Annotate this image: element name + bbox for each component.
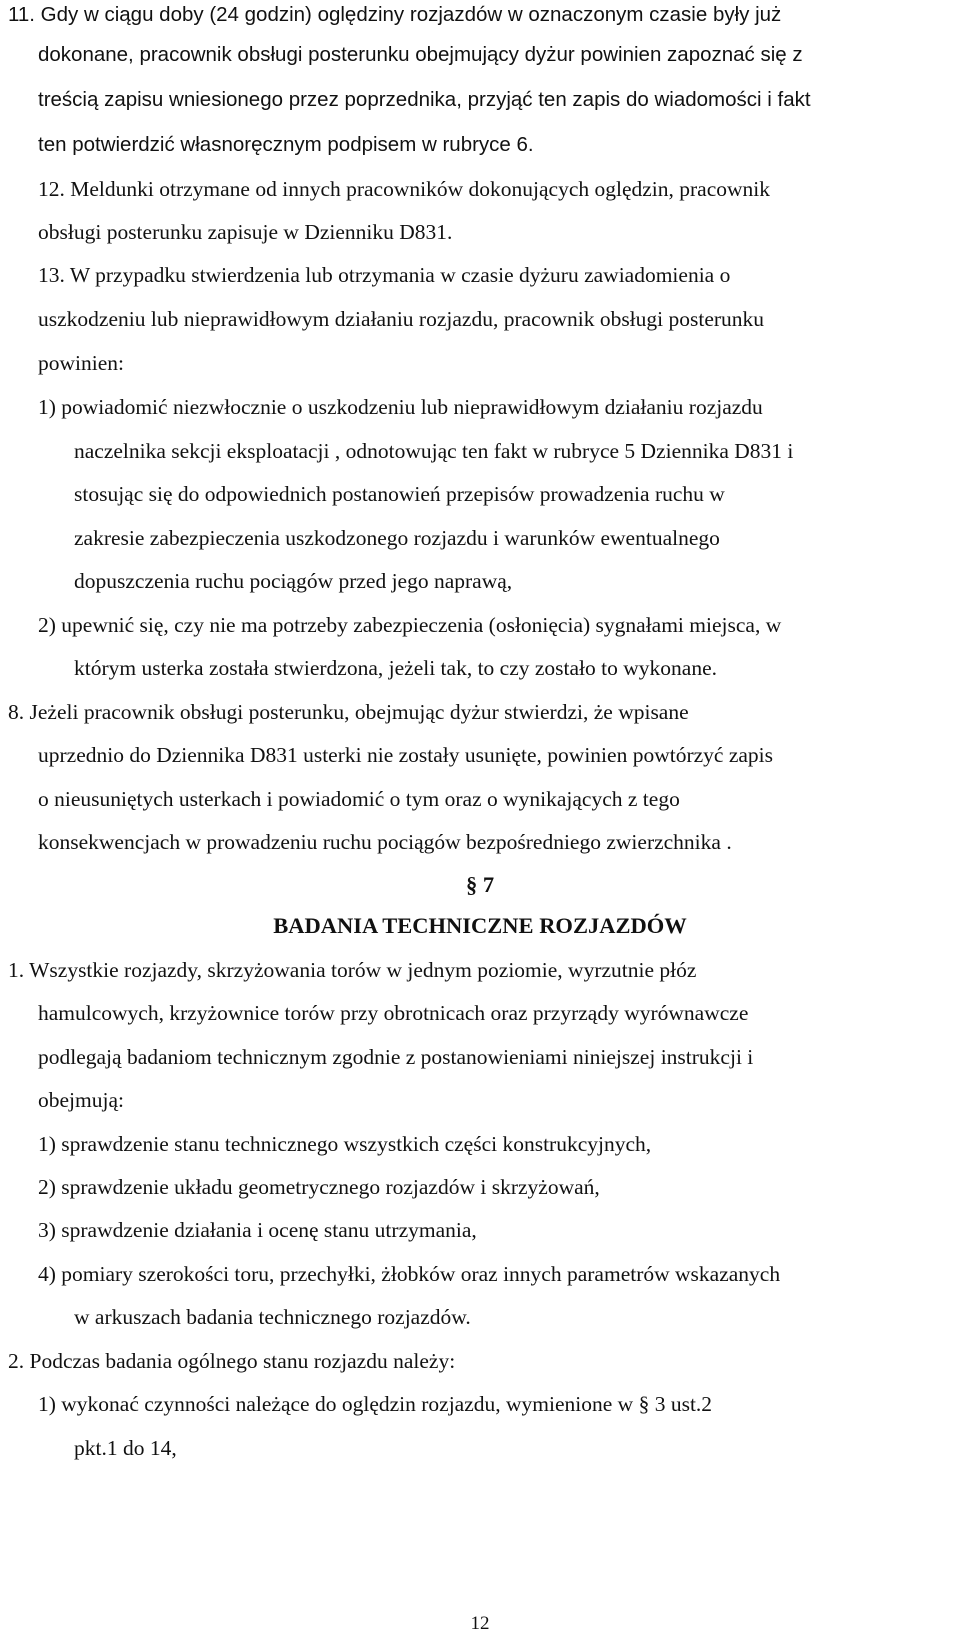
list-item-line: dopuszczenia ruchu pociągów przed jego naprawą,: [74, 569, 513, 593]
paragraph-8-line: uprzednio do Dziennika D831 usterki nie zostały usunięte, powinien powtórzyć zapis: [38, 743, 773, 767]
paragraph-13-line: powinien:: [38, 351, 124, 375]
page-number: 12: [470, 1613, 490, 1634]
section-paragraph-line: 1. Wszystkie rozjazdy, skrzyżowania torów w jednym poziomie, wyrzutnie płóz: [8, 958, 697, 982]
section-paragraph-line: podlegają badaniom technicznym zgodnie z postanowieniami niniejszej instrukcji i: [38, 1045, 754, 1069]
paragraph-11-line: dokonane, pracownik obsługi posterunku obejmujący dyżur powinien zapoznać się z: [38, 43, 803, 66]
section-number-value: 7: [482, 872, 495, 897]
list-item-line: 3) sprawdzenie działania i ocenę stanu utrzymania,: [38, 1218, 477, 1242]
section-symbol: §: [465, 872, 478, 897]
list-item-line: naczelnika sekcji eksploatacji , odnotowując ten fakt w rubryce 5 Dziennika D831 i: [74, 439, 794, 463]
paragraph-13-line: uszkodzeniu lub nieprawidłowym działaniu rozjazdu, pracownik obsługi posterunku: [38, 307, 765, 331]
list-item-line: w arkuszach badania technicznego rozjazdów.: [74, 1305, 471, 1329]
section-title: BADANIA TECHNICZNE ROZJAZDÓW: [273, 913, 687, 938]
list-item-line: 2) sprawdzenie układu geometrycznego rozjazdów i skrzyżowań,: [38, 1175, 600, 1199]
section-paragraph-line: hamulcowych, krzyżownice torów przy obrotnicach oraz przyrządy wyrównawcze: [38, 1001, 749, 1025]
paragraph-11-line: 11. Gdy w ciągu doby (24 godzin) oględziny rozjazdów w oznaczonym czasie były już: [8, 3, 782, 26]
paragraph-11-line: ten potwierdzić własnoręcznym podpisem w rubryce 6.: [38, 133, 534, 156]
paragraph-13-line: 13. W przypadku stwierdzenia lub otrzymania w czasie dyżuru zawiadomienia o: [38, 263, 731, 287]
list-item-line: 1) sprawdzenie stanu technicznego wszystkich części konstrukcyjnych,: [38, 1132, 652, 1156]
paragraph-8-line: konsekwencjach w prowadzeniu ruchu pociągów bezpośredniego zwierzchnika .: [38, 830, 732, 854]
paragraph-12-line: 12. Meldunki otrzymane od innych pracowników dokonujących oględzin, pracownik: [38, 177, 771, 201]
section-number: [0, 870, 960, 900]
paragraph-8-line: o nieusuniętych usterkach i powiadomić o tym oraz o wynikających z tego: [38, 787, 680, 811]
list-item-line: zakresie zabezpieczenia uszkodzonego rozjazdu i warunków ewentualnego: [74, 526, 720, 550]
list-item-line: 2) upewnić się, czy nie ma potrzeby zabezpieczenia (osłonięcia) sygnałami miejsca, w: [38, 613, 782, 637]
section-paragraph-line: obejmują:: [38, 1088, 124, 1112]
list-item-line: 1) powiadomić niezwłocznie o uszkodzeniu lub nieprawidłowym działaniu rozjazdu: [38, 395, 763, 419]
list-item-line: 4) pomiary szerokości toru, przechyłki, żłobków oraz innych parametrów wskazanych: [38, 1262, 781, 1286]
paragraph-8-line: 8. Jeżeli pracownik obsługi posterunku, obejmując dyżur stwierdzi, że wpisane: [8, 700, 689, 724]
list-item-line: pkt.1 do 14,: [74, 1436, 177, 1460]
section-paragraph-line: 2. Podczas badania ogólnego stanu rozjazdu należy:: [8, 1349, 456, 1373]
list-item-line: stosując się do odpowiednich postanowień przepisów prowadzenia ruchu w: [74, 482, 725, 506]
list-item-line: 1) wykonać czynności należące do oględzin rozjazdu, wymienione w § 3 ust.2: [38, 1392, 713, 1416]
list-item-line: którym usterka została stwierdzona, jeżeli tak, to czy zostało to wykonane.: [74, 656, 717, 680]
paragraph-11-line: treścią zapisu wniesionego przez poprzednika, przyjąć ten zapis do wiadomości i fakt: [38, 88, 811, 111]
paragraph-12-line: obsługi posterunku zapisuje w Dzienniku D831.: [38, 220, 453, 244]
